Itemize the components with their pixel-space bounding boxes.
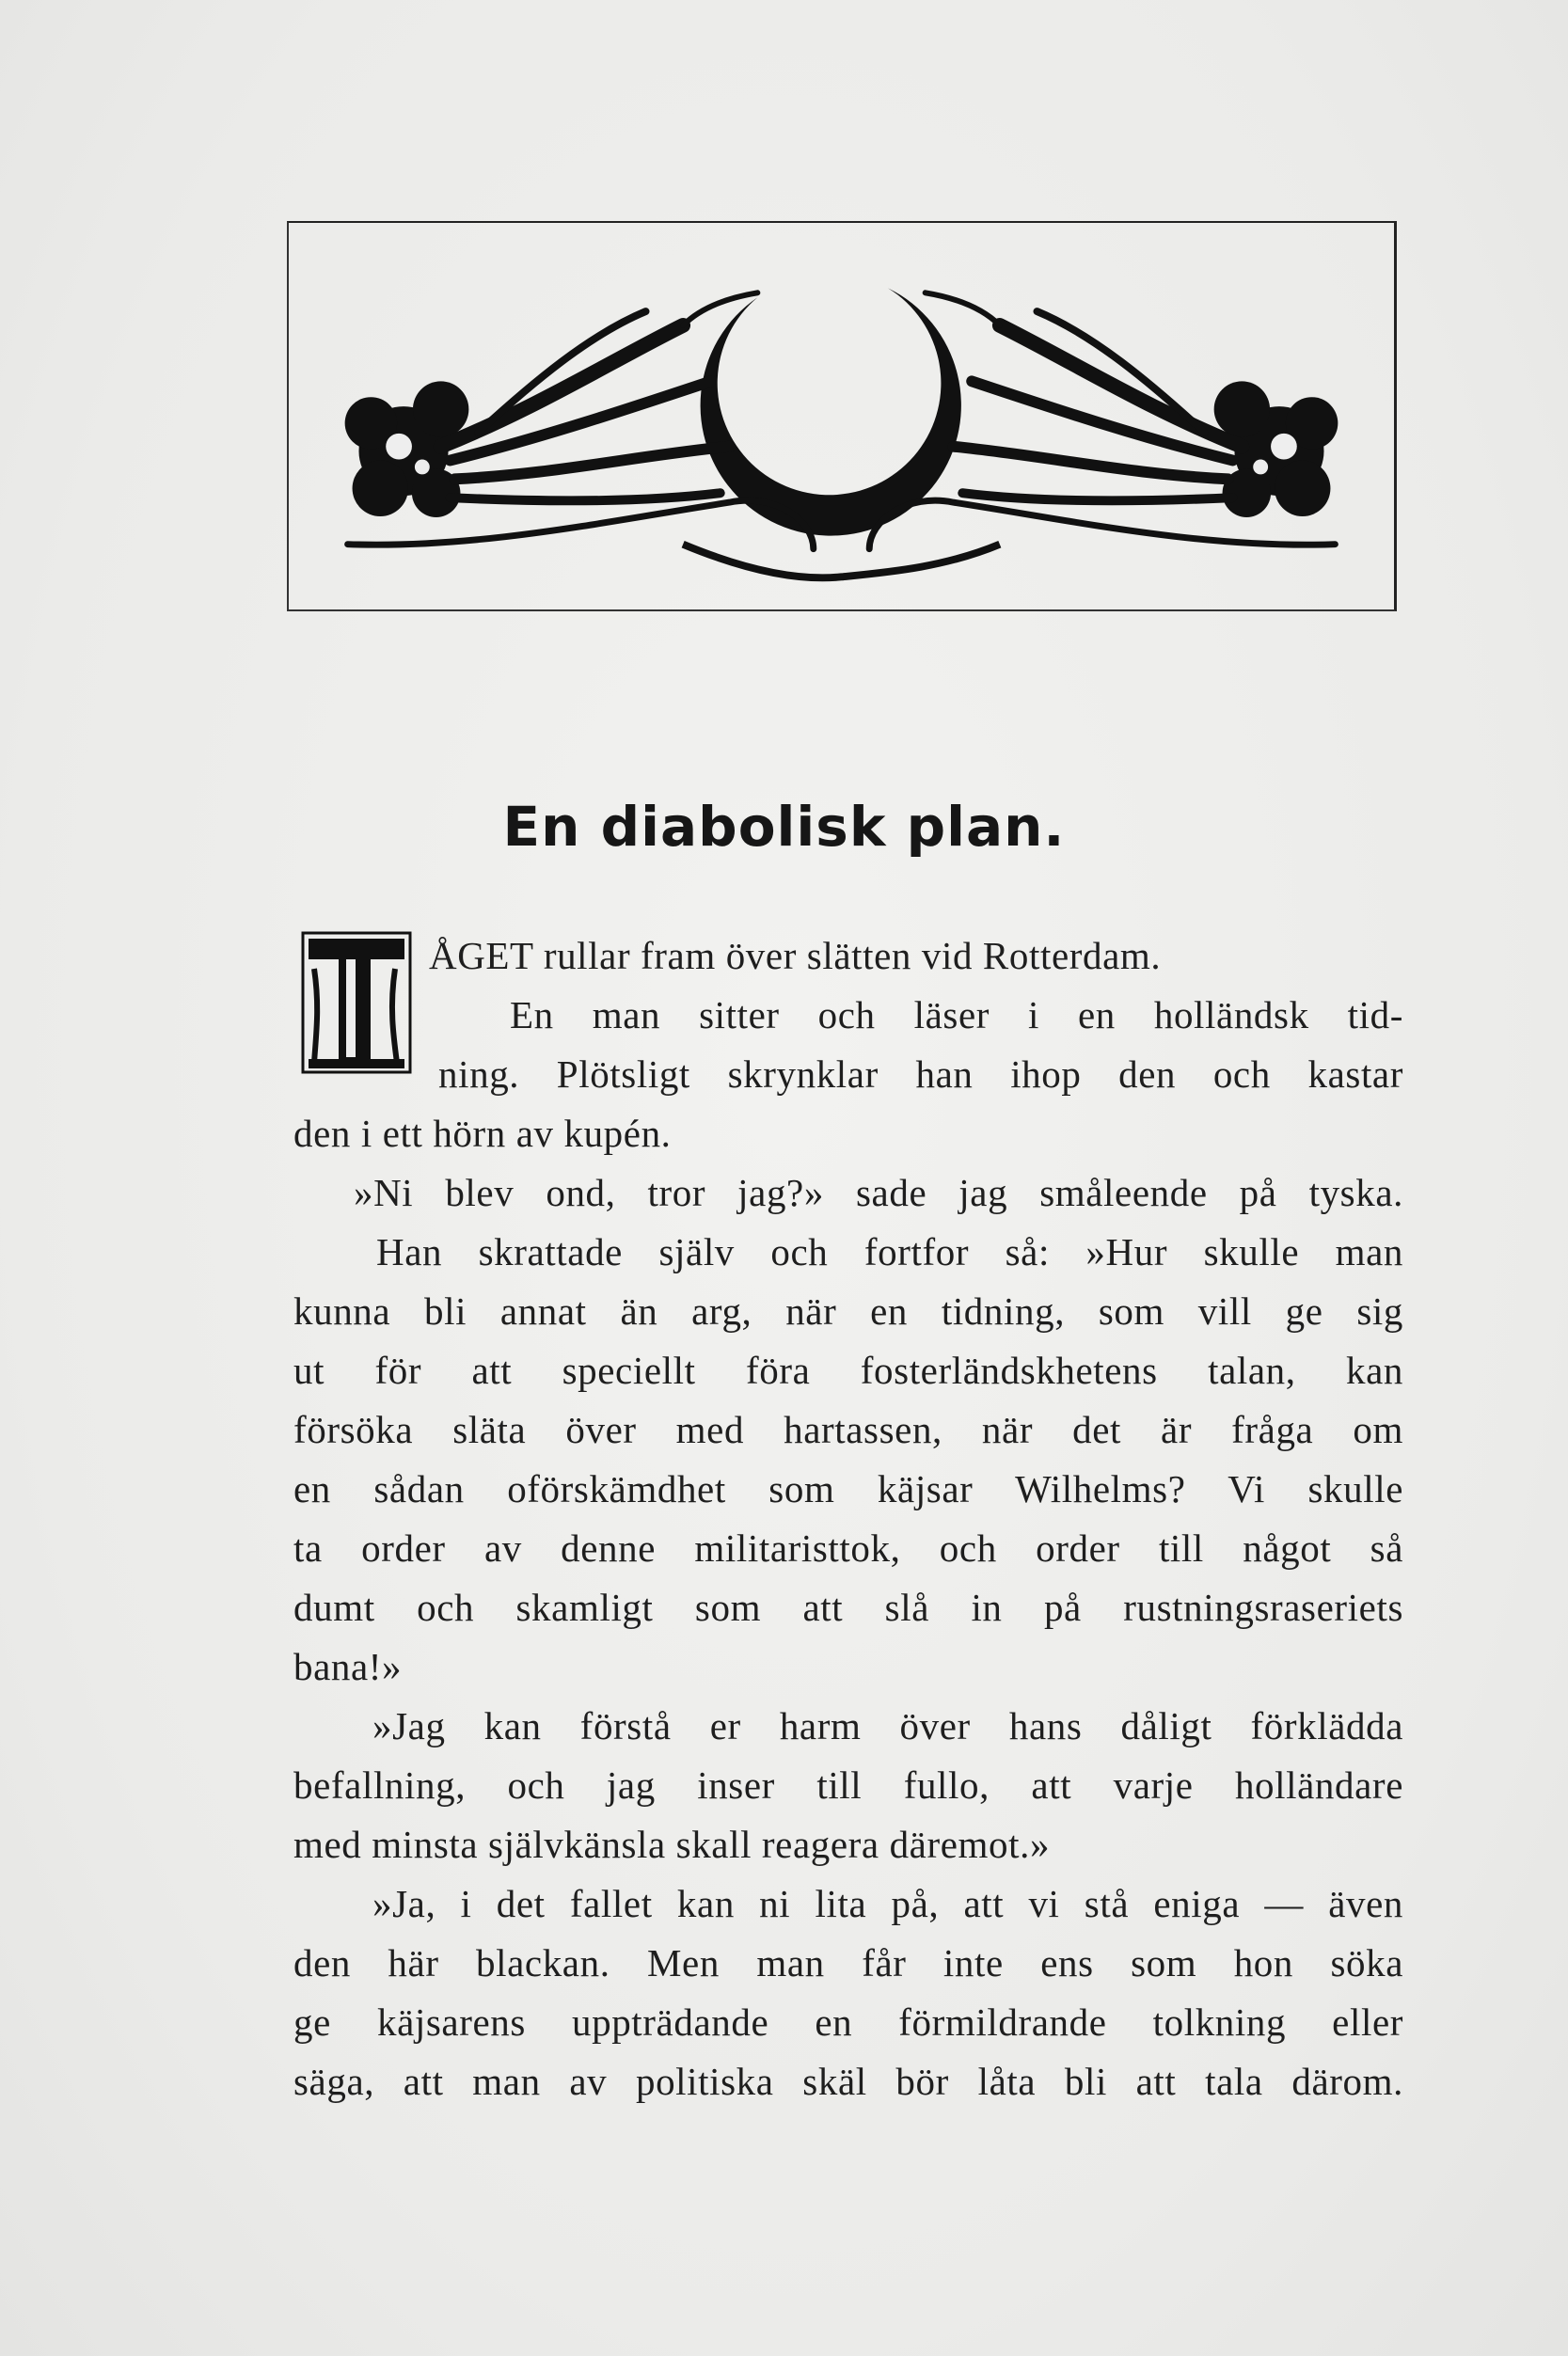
- text-line-17: »Ja, i det fallet kan ni lita på, att vi stå eniga — även: [372, 1882, 1403, 1925]
- chapter-title: En diabolisk plan.: [502, 795, 1066, 859]
- text-line-2: En man sitter och läser i en holländsk tid-: [510, 993, 1403, 1036]
- ornamental-initial-icon: [301, 931, 412, 1074]
- text-line-3: ning. Plötsligt skrynklar han ihop den och kastar: [438, 1052, 1403, 1096]
- text-line-18: den här blackan. Men man får inte ens som hon söka: [293, 1941, 1403, 1984]
- text-line-7: kunna bli annat än arg, när en tidning, som vill ge sig: [293, 1289, 1403, 1333]
- text-line-11: ta order av denne militaristtok, och order till något så: [293, 1526, 1403, 1570]
- text-line-16: med minsta självkänsla skall reagera däremot.»: [293, 1823, 1051, 1866]
- crescent-ornament-icon: [289, 223, 1394, 609]
- text-line-10: en sådan oförskämdhet som käjsar Wilhelms? Vi skulle: [293, 1467, 1403, 1510]
- text-line-13: bana!»: [293, 1645, 403, 1688]
- text-line-1: ÅGET rullar fram över slätten vid Rotterdam.: [429, 934, 1162, 977]
- text-line-14: »Jag kan förstå er harm över hans dåligt förklädda: [372, 1704, 1403, 1747]
- text-line-15: befallning, och jag inser till fullo, att varje holländare: [293, 1763, 1403, 1807]
- text-line-5: »Ni blev ond, tror jag?» sade jag småleende på tyska.: [354, 1171, 1403, 1214]
- text-line-12: dumt och skamligt som att slå in på rustningsraseriets: [293, 1586, 1403, 1629]
- decorative-vignette: [287, 221, 1397, 611]
- text-line-19: ge käjsarens uppträdande en förmildrande tolkning eller: [293, 2000, 1403, 2044]
- text-line-4: den i ett hörn av kupén.: [293, 1112, 672, 1155]
- text-line-8: ut för att speciellt föra fosterländskhetens talan, kan: [293, 1349, 1403, 1392]
- text-line-9: försöka släta över med hartassen, när det är fråga om: [293, 1408, 1403, 1451]
- text-line-6: Han skrattade själv och fortfor så: »Hur skulle man: [376, 1230, 1403, 1273]
- text-line-20: säga, att man av politiska skäl bör låta bli att tala därom.: [293, 2060, 1403, 2103]
